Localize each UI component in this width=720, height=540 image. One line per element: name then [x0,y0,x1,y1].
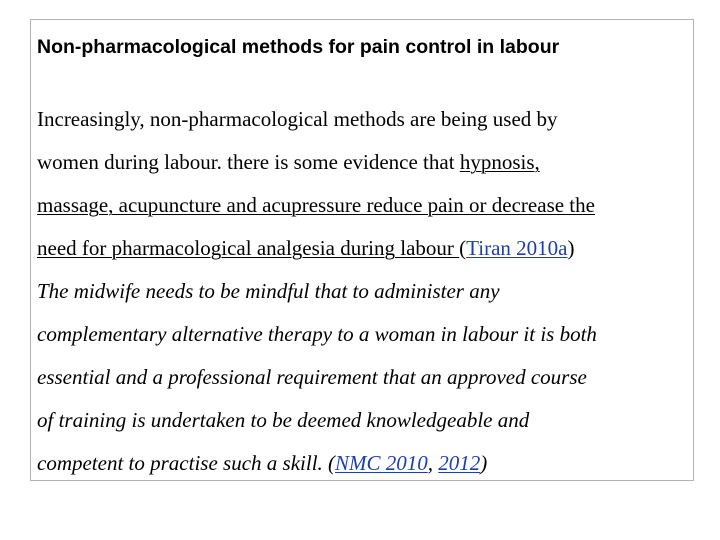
citation-separator: , [427,451,439,475]
paren-open: ( [459,236,467,260]
italic-text-segment: essential and a professional requirement that an approved course [37,365,587,389]
paren-close: ) [567,236,575,260]
body-line-7 [37,356,692,399]
italic-text-segment: of training is undertaken to be deemed knowledgeable and [37,408,530,432]
paren-close: ) [480,451,488,475]
body-line-6 [37,313,692,356]
italic-text-segment: complementary alternative therapy to a woman in labour it is both [37,322,597,346]
body-line-5 [37,270,692,313]
underlined-text-segment: massage, acupuncture and acupressure reduce pain or decrease the [37,193,595,217]
underlined-text-segment: hypnosis, [459,150,540,174]
italic-text-segment: competent to practise such a skill. ( [37,451,336,475]
underlined-text-segment: need for pharmacological analgesia during labour [37,236,460,260]
body-text-segment: Increasingly, non-pharmacological methods are being used by [37,107,558,131]
body-line-9 [37,442,692,485]
body-line-8 [37,399,692,442]
citation-link-2012[interactable]: 2012 [438,451,481,475]
body-line-1 [37,98,692,141]
slide-body [37,98,692,485]
body-line-2 [37,141,692,184]
body-line-3 [37,184,692,227]
slide-title: Non-pharmacological methods for pain control in labour [37,36,560,58]
italic-text-segment: The midwife needs to be mindful that to administer any [37,279,500,303]
citation-link-tiran-2010a[interactable]: Tiran 2010a [466,236,568,260]
citation-link-nmc-2010[interactable]: NMC 2010 [335,451,428,475]
slide-content-box [30,19,694,481]
body-line-4 [37,227,692,270]
body-text-segment: women during labour. there is some evidence that [37,150,460,174]
